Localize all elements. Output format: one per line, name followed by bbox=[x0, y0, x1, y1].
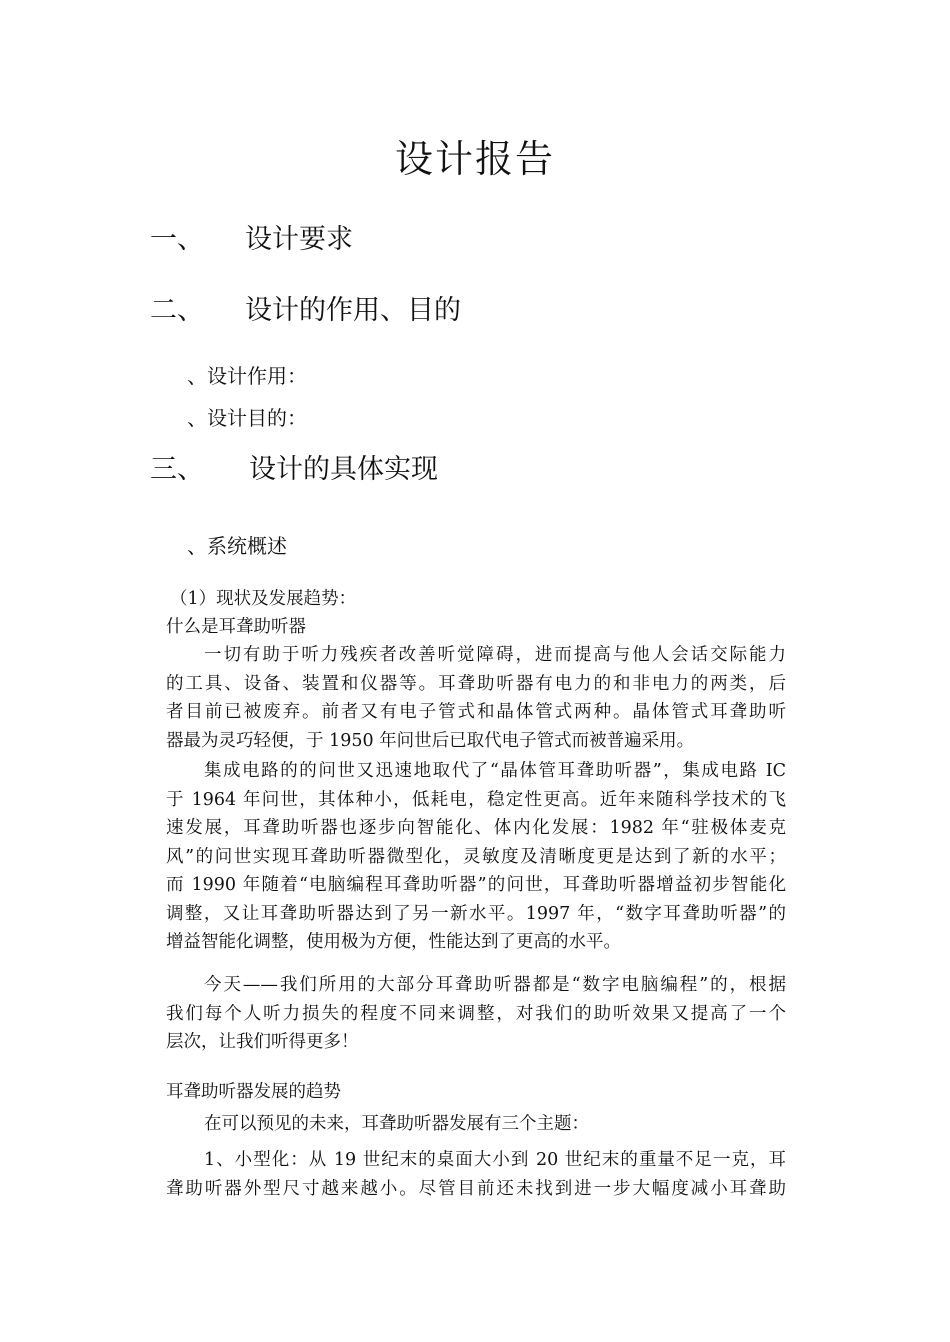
section-heading-3 bbox=[150, 452, 438, 488]
paragraph-2 bbox=[166, 757, 786, 957]
paragraph-line: 一切有助于听力残疾者改善听觉障碍，进而提高与他人会话交际能力 bbox=[204, 645, 786, 665]
paragraph-3 bbox=[166, 971, 786, 1057]
paragraph-line: 速发展，耳聋助听器也逐步向智能化、体内化发展：1982 年“驻极体麦克 bbox=[166, 818, 786, 838]
paragraph-1 bbox=[166, 641, 786, 755]
paragraph-line: 者目前已被废弃。前者又有电子管式和晶体管式两种。晶体管式耳聋助听 bbox=[166, 702, 786, 722]
section-title: 设计的具体实现 bbox=[249, 454, 438, 485]
paragraph-line: 器最为灵巧轻便，于 1950 年问世后已取代电子管式而被普遍采用。 bbox=[166, 730, 695, 751]
what-is-heading: 什么是耳聋助听器 bbox=[166, 617, 306, 637]
paragraph-line: 1、小型化：从 19 世纪末的桌面大小到 20 世纪末的重量不足一克，耳 bbox=[204, 1150, 786, 1170]
trend-heading: 耳聋助听器发展的趋势 bbox=[166, 1082, 341, 1102]
paragraph-line: 层次，让我们听得更多！ bbox=[166, 1032, 359, 1052]
paragraph-4 bbox=[166, 1146, 786, 1203]
section-number: 一、 bbox=[150, 224, 204, 255]
paragraph-line: 的工具、设备、装置和仪器等。耳聋助听器有电力的和非电力的两类，后 bbox=[166, 673, 786, 694]
section-number: 三、 bbox=[150, 454, 204, 485]
section-number: 二、 bbox=[150, 295, 204, 326]
section-heading-2 bbox=[150, 293, 461, 329]
paragraph-line: 调整，又让耳聋助听器达到了另一新水平。1997 年，“数字耳聋助听器”的 bbox=[166, 903, 786, 924]
paragraph-line: 聋助听器外型尺寸越来越小。尽管目前还未找到进一步大幅度减小耳聋助 bbox=[166, 1178, 786, 1199]
paragraph-line: 而 1990 年随着“电脑编程耳聋助听器”的问世，耳聋助听器增益初步智能化 bbox=[166, 875, 786, 895]
subsection-heading-role: 、设计作用： bbox=[187, 364, 307, 388]
paragraph-line: 于 1964 年问世，其体种小，低耗电，稳定性更高。近年来随科学技术的飞 bbox=[166, 789, 786, 810]
section-heading-1 bbox=[150, 222, 353, 258]
subsection-heading-goal: 、设计目的： bbox=[187, 406, 307, 430]
document-title: 设计报告 bbox=[394, 137, 555, 181]
paragraph-line: 我们每个人听力损失的程度不同来调整，对我们的助听效果又提高了一个 bbox=[166, 1003, 786, 1024]
paragraph-line: 集成电路的的问世又迅速地取代了“晶体管耳聋助听器”，集成电路 IC bbox=[204, 761, 786, 781]
trend-intro: 在可以预见的未来，耳聋助听器发展有三个主题： bbox=[204, 1114, 589, 1134]
section-title: 设计的作用、目的 bbox=[245, 295, 461, 326]
status-heading: （1）现状及发展趋势： bbox=[170, 589, 357, 609]
paragraph-line: 风”的问世实现耳聋助听器微型化，灵敏度及清晰度更是达到了新的水平； bbox=[166, 846, 786, 867]
subsection-heading-overview: 、系统概述 bbox=[187, 534, 287, 558]
paragraph-line: 增益智能化调整，使用极为方便，性能达到了更高的水平。 bbox=[166, 932, 621, 952]
section-title: 设计要求 bbox=[245, 224, 353, 255]
paragraph-line: 今天——我们所用的大部分耳聋助听器都是“数字电脑编程”的，根据 bbox=[204, 975, 786, 995]
